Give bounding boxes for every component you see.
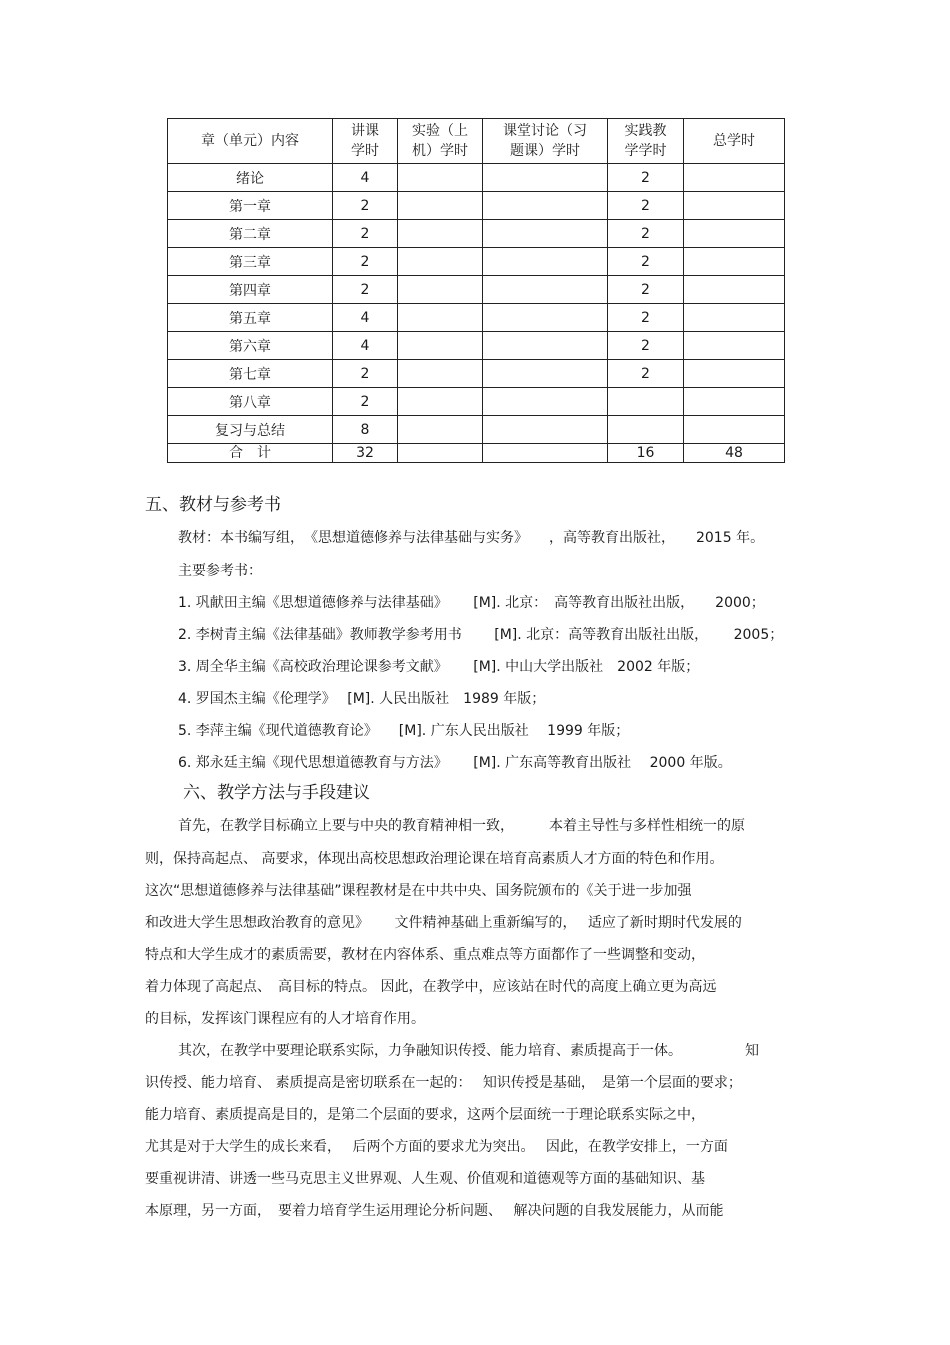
cell-lab [398,248,483,276]
course-hours-table [167,118,785,463]
ref-item: 4. 罗国杰主编《伦理学》 [M]. 人民出版社 1989 年版； [178,691,546,707]
cell-practice: 2 [608,360,684,388]
cell-lecture: 4 [333,304,398,332]
cell-lecture: 2 [333,220,398,248]
table-row [168,416,785,444]
cell-lecture: 32 [333,444,398,463]
cell-name: 第四章 [168,276,333,304]
cell-lab [398,304,483,332]
cell-practice [608,416,684,444]
cell-lab [398,416,483,444]
cell-lecture: 4 [333,164,398,192]
cell-lab [398,444,483,463]
cell-discussion [483,276,608,304]
col-lab-header: 实验（上 机）学时 [398,119,483,164]
table-header-row [168,119,785,164]
table-row [168,248,785,276]
cell-lecture: 2 [333,276,398,304]
cell-total [684,360,785,388]
cell-name: 绪论 [168,164,333,192]
cell-name: 第三章 [168,248,333,276]
body-line: 本原理，另一方面， 要着力培育学生运用理论分析问题、 解决问题的自我发展能力，从而能 [145,1203,724,1219]
body-line: 其次，在教学中要理论联系实际，力争融知识传授、能力培育、素质提高于一体。 知 [178,1043,759,1059]
cell-name: 第八章 [168,388,333,416]
cell-total [684,388,785,416]
table-row [168,388,785,416]
cell-discussion [483,164,608,192]
cell-lecture: 4 [333,332,398,360]
table-row [168,276,785,304]
cell-discussion [483,304,608,332]
body-line: 识传授、能力培育、 素质提高是密切联系在一起的： 知识传授是基础， 是第一个层面的要求； [145,1075,742,1091]
col-practice-header: 实践教 学学时 [608,119,684,164]
table-row [168,332,785,360]
cell-total [684,416,785,444]
cell-lecture: 2 [333,192,398,220]
cell-practice: 2 [608,276,684,304]
body-line: 首先，在教学目标确立上要与中央的教育精神相一致， 本着主导性与多样性相统一的原 [178,818,745,834]
cell-discussion [483,220,608,248]
cell-practice: 2 [608,164,684,192]
textbook-line: 教材：本书编写组， 《思想道德修养与法律基础与实务》 ，高等教育出版社， 2015 年。 [178,530,765,546]
cell-total [684,304,785,332]
cell-practice: 2 [608,332,684,360]
section5-title: 五、教材与参考书 [145,495,281,515]
cell-name: 第六章 [168,332,333,360]
body-line: 着力体现了高起点、 高目标的特点。 因此，在教学中，应该站在时代的高度上确立更为高远 [145,979,717,995]
table-row [168,164,785,192]
table-row [168,304,785,332]
cell-discussion [483,248,608,276]
cell-practice: 2 [608,304,684,332]
refs-title: 主要参考书： [178,563,262,579]
cell-practice: 2 [608,220,684,248]
cell-name: 第五章 [168,304,333,332]
cell-total [684,276,785,304]
cell-name: 复习与总结 [168,416,333,444]
cell-discussion [483,444,608,463]
table-body [168,164,785,463]
body-line: 要重视讲清、讲透一些马克思主义世界观、人生观、价值观和道德观等方面的基础知识、基 [145,1171,705,1187]
ref-item: 5. 李萍主编《现代道德教育论》 [M]. 广东人民出版社 1999 年版； [178,723,630,739]
body-line: 和改进大学生思想政治教育的意见》 文件精神基础上重新编写的， 适应了新时期时代发展的 [145,915,742,931]
ref-item: 3. 周全华主编《高校政治理论课参考文献》 [M]. 中山大学出版社 2002 年版； [178,659,700,675]
cell-lab [398,192,483,220]
cell-lab [398,360,483,388]
cell-lab [398,388,483,416]
cell-discussion [483,388,608,416]
total-row [168,444,785,463]
cell-lecture: 8 [333,416,398,444]
cell-total [684,164,785,192]
cell-discussion [483,192,608,220]
cell-total [684,220,785,248]
col-discussion-header: 课堂讨论（习 题课）学时 [483,119,608,164]
table-row [168,220,785,248]
body-line: 这次“思想道德修养与法律基础”课程教材是在中共中央、国务院颁布的《关于进一步加强 [145,883,692,899]
cell-name: 第七章 [168,360,333,388]
cell-discussion [483,416,608,444]
body-line: 特点和大学生成才的素质需要，教材在内容体系、重点难点等方面都作了一些调整和变动， [145,947,705,963]
cell-lab [398,332,483,360]
cell-total [684,192,785,220]
cell-practice: 2 [608,192,684,220]
cell-lecture: 2 [333,360,398,388]
cell-lecture: 2 [333,248,398,276]
body-line: 的目标，发挥该门课程应有的人才培育作用。 [145,1011,425,1027]
cell-lab [398,164,483,192]
table-row [168,360,785,388]
cell-discussion [483,360,608,388]
section6-title: 六、教学方法与手段建议 [183,783,370,803]
cell-lecture: 2 [333,388,398,416]
cell-total [684,332,785,360]
cell-discussion [483,332,608,360]
body-line: 能力培育、素质提高是目的，是第二个层面的要求，这两个层面统一于理论联系实际之中， [145,1107,705,1123]
body-line: 则，保持高起点、 高要求，体现出高校思想政治理论课在培育高素质人才方面的特色和作用。 [145,851,724,867]
cell-practice [608,388,684,416]
cell-total [684,248,785,276]
cell-lab [398,220,483,248]
ref-item: 6. 郑永廷主编《现代思想道德教育与方法》 [M]. 广东高等教育出版社 2000 年版。 [178,755,732,771]
cell-name: 第一章 [168,192,333,220]
table-row [168,192,785,220]
cell-practice: 16 [608,444,684,463]
ref-item: 1. 巩献田主编《思想道德修养与法律基础》 [M]. 北京： 高等教育出版社出版， 2000； [178,595,765,611]
col-chapter-header: 章（单元）内容 [168,119,333,164]
cell-practice: 2 [608,248,684,276]
col-total-header: 总学时 [684,119,785,164]
cell-lab [398,276,483,304]
cell-total: 48 [684,444,785,463]
body-line: 尤其是对于大学生的成长来看， 后两个方面的要求尤为突出。 因此，在教学安排上，一方面 [145,1139,728,1155]
cell-name: 第二章 [168,220,333,248]
ref-item: 2. 李树青主编《法律基础》教师教学参考用书 [M]. 北京：高等教育出版社出版， 2005； [178,627,784,643]
col-lecture-header: 讲课 学时 [333,119,398,164]
cell-name: 合 计 [168,444,333,463]
